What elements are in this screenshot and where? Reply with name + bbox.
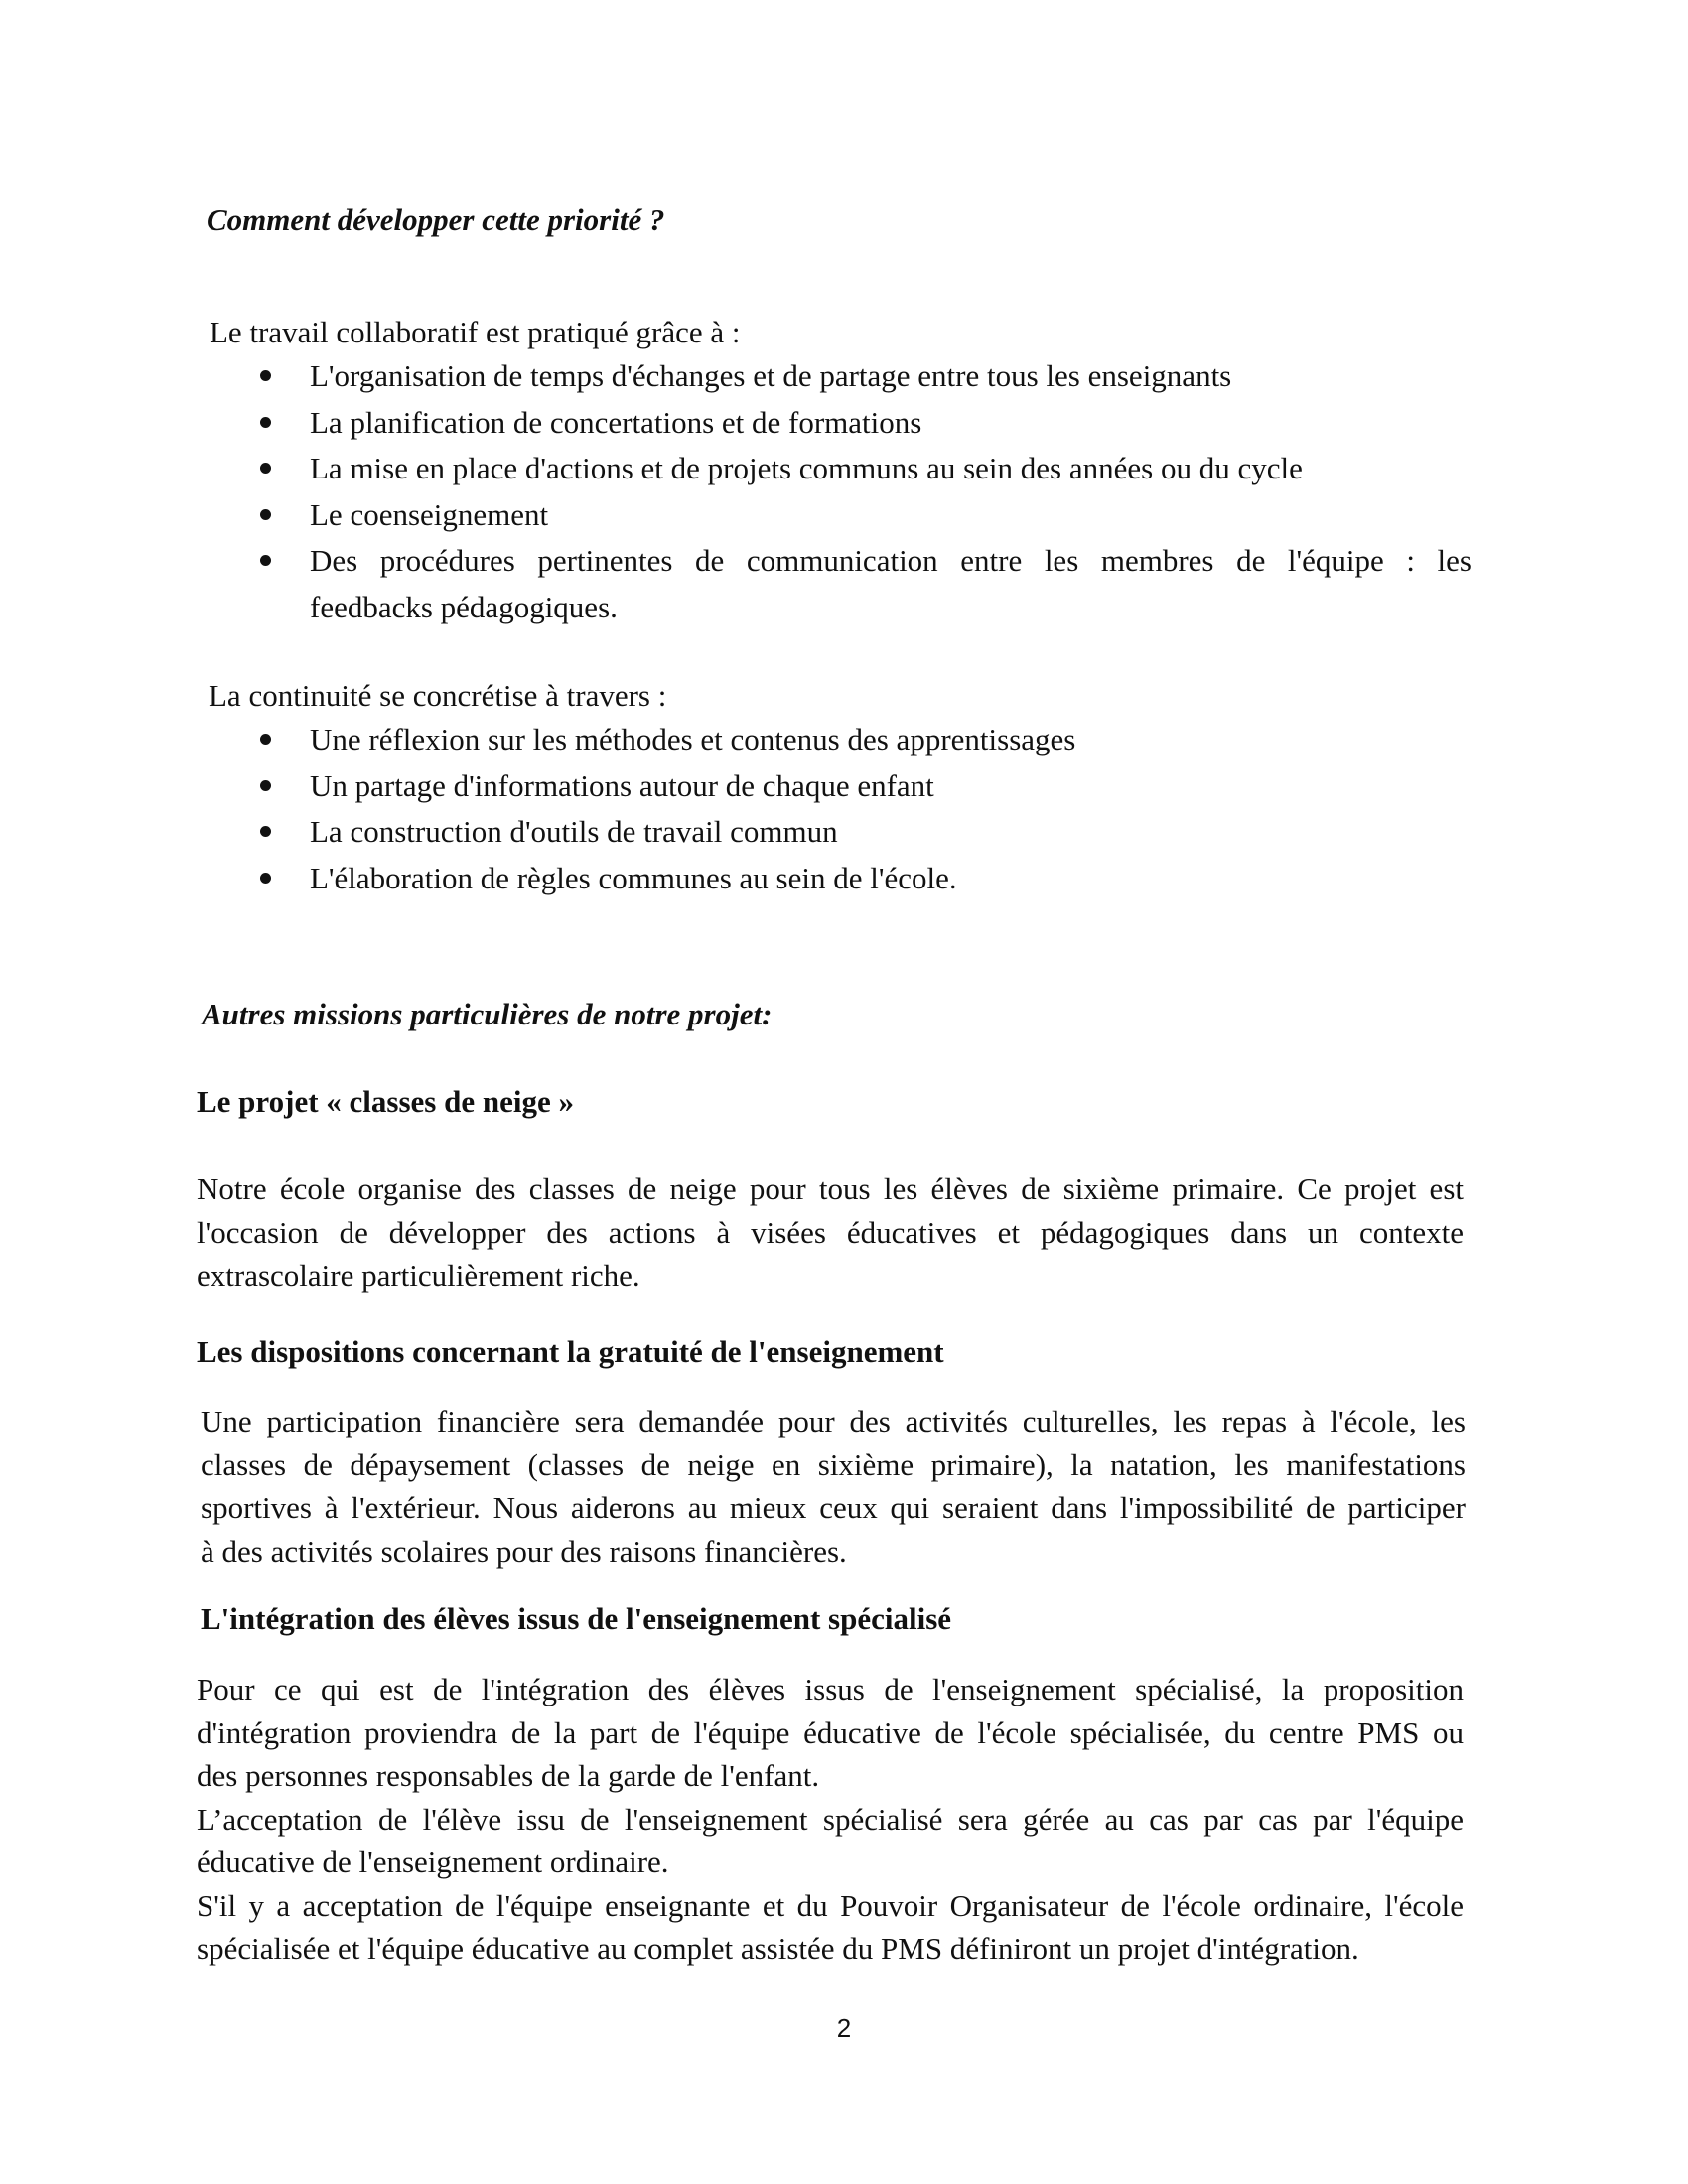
bullet-icon xyxy=(260,463,271,474)
list-item: La mise en place d'actions et de projets communs au sein des années ou du cycle xyxy=(260,446,1472,492)
paragraph-snow-classes: Notre école organise des classes de neige pour tous les élèves de sixième primaire. Ce projet est l'occasion de développer des actions à visées éducatives et pédagogiques dans un contexte extrascolaire particulièrement riche. xyxy=(197,1171,1464,1293)
continuity-intro: La continuité se concrétise à travers : xyxy=(209,678,667,713)
list-item: Le coenseignement xyxy=(260,492,1472,539)
list-item: L'organisation de temps d'échanges et de partage entre tous les enseignants xyxy=(260,353,1472,400)
list-item: La construction d'outils de travail commun xyxy=(260,809,1472,856)
bullet-icon xyxy=(260,780,271,791)
collab-list xyxy=(260,353,1472,630)
bullet-icon xyxy=(260,370,271,381)
page-number: 2 xyxy=(836,2013,852,2043)
continuity-list xyxy=(260,717,1472,901)
heading-free-education: Les dispositions concernant la gratuité de l'enseignement xyxy=(197,1334,944,1369)
collab-intro: Le travail collaboratif est pratiqué grâce à : xyxy=(210,315,741,349)
heading-integration: L'intégration des élèves issus de l'enseignement spécialisé xyxy=(201,1601,952,1636)
bullet-icon xyxy=(260,873,271,884)
bullet-icon xyxy=(260,555,271,566)
paragraph-free-education: Une participation financière sera demandée pour des activités culturelles, les repas à l'école, les classes de dépaysement (classes de neige en sixième primaire), la natation, les manifestations sportives à l'extérieur. Nous aiderons au mieux ceux qui seraient dans l'impossibilité de participer à des activités scolaires pour des raisons financières. xyxy=(201,1404,1466,1569)
heading-snow-classes: Le projet « classes de neige » xyxy=(197,1084,574,1119)
bullet-icon xyxy=(260,509,271,520)
list-item: La planification de concertations et de formations xyxy=(260,400,1472,447)
paragraph-integration: Pour ce qui est de l'intégration des élèves issus de l'enseignement spécialisé, la proposition d'intégration proviendra de la part de l'équipe éducative de l'école spécialisée, du centre PMS ou des personnes responsables de la garde de l'enfant. L’acceptation de l'élève issu de l'enseignement spécialisé sera gérée au cas par cas par l'équipe éducative de l'enseignement ordinaire. S'il y a acceptation de l'équipe enseignante et du Pouvoir Organisateur de l'école ordinaire, l'école spécialisée et l'équipe éducative au complet assistée du PMS définiront un projet d'intégration. xyxy=(197,1672,1464,1966)
list-item: Des procédures pertinentes de communication entre les membres de l'équipe : les feedbacks pédagogiques. xyxy=(260,538,1472,630)
bullet-icon xyxy=(260,734,271,745)
bullet-icon xyxy=(260,417,271,428)
heading-other-missions: Autres missions particulières de notre projet: xyxy=(202,997,773,1031)
list-item: L'élaboration de règles communes au sein de l'école. xyxy=(260,856,1472,902)
list-item: Un partage d'informations autour de chaque enfant xyxy=(260,763,1472,810)
heading-develop-priority: Comment développer cette priorité ? xyxy=(207,203,665,237)
bullet-icon xyxy=(260,826,271,837)
list-item: Une réflexion sur les méthodes et contenus des apprentissages xyxy=(260,717,1472,763)
